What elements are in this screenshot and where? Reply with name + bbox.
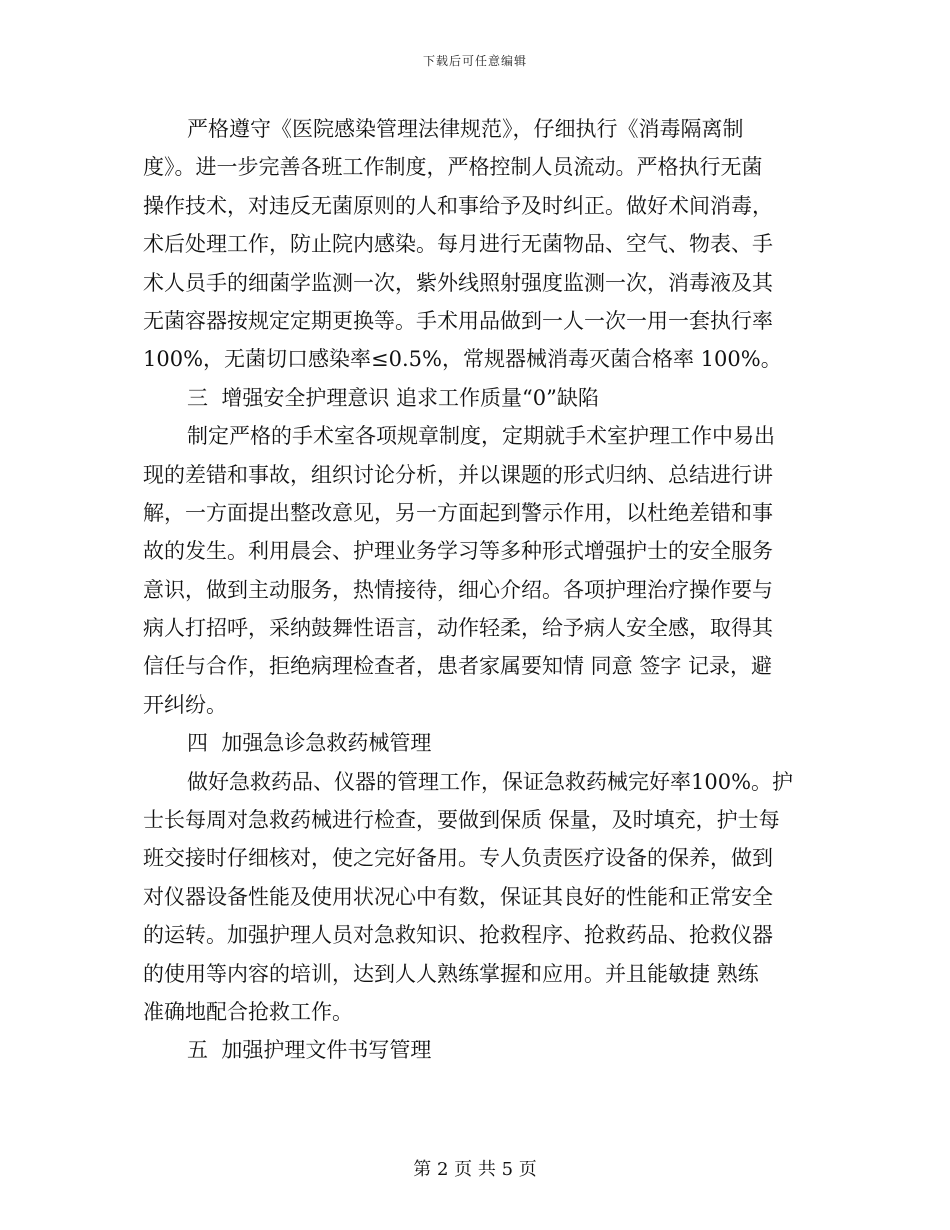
paragraph-line: 制定严格的手术室各项规章制度，定期就手术室护理工作中易出	[187, 424, 775, 449]
page-number: 第 2 页 共 5 页	[413, 1159, 537, 1180]
paragraph-line: 100%，无菌切口感染率≤0.5%，常规器械消毒灭菌合格率 100%。	[143, 347, 782, 372]
paragraph-line: 意识，做到主动服务，热情接待，细心介绍。各项护理治疗操作要与	[143, 577, 773, 602]
paragraph-line: 故的发生。利用晨会、护理业务学习等多种形式增强护士的安全服务	[143, 539, 773, 564]
paragraph-line: 度》。进一步完善各班工作制度，严格控制人员流动。严格执行无菌	[143, 155, 763, 180]
paragraph-line: 的使用等内容的培训，达到人人熟练掌握和应用。并且能敏捷 熟练	[143, 961, 759, 986]
paragraph-line: 术后处理工作，防止院内感染。每月进行无菌物品、空气、物表、手	[143, 232, 773, 257]
paragraph-line: 信任与合作，拒绝病理检查者，患者家属要知情 同意 签字 记录，避	[143, 654, 773, 679]
paragraph-line: 现的差错和事故，组织讨论分析，并以课题的形式归纳、总结进行讲	[143, 462, 773, 487]
document-body	[143, 110, 808, 1070]
paragraph-line: 的运转。加强护理人员对急救知识、抢救程序、抢救药品、抢救仪器	[143, 923, 773, 948]
paragraph-line: 病人打招呼，采纳鼓舞性语言，动作轻柔，给予病人安全感，取得其	[143, 616, 773, 641]
paragraph-line: 严格遵守《医院感染管理法律规范》，仔细执行《消毒隔离制	[187, 117, 744, 141]
paragraph-line: 开纠纷。	[143, 692, 227, 717]
paragraph-line: 解，一方面提出整改意见，另一方面起到警示作用，以杜绝差错和事	[143, 500, 773, 525]
paragraph-line: 准确地配合抢救工作。	[143, 999, 353, 1024]
section-heading: 三 增强安全护理意识 追求工作质量“0”缺陷	[187, 385, 599, 410]
section-heading: 五 加强护理文件书写管理	[187, 1038, 432, 1063]
paragraph-line: 士长每周对急救药械进行检查，要做到保质 保量，及时填充，护士每	[143, 808, 780, 833]
paragraph-line: 班交接时仔细核对，使之完好备用。专人负责医疗设备的保养，做到	[143, 846, 773, 871]
section-heading: 四 加强急诊急救药械管理	[187, 731, 432, 756]
paragraph-line: 操作技术，对违反无菌原则的人和事给予及时纠正。做好术间消毒，	[143, 193, 773, 218]
page-header: 下载后可任意编辑	[422, 54, 527, 68]
paragraph-line: 对仪器设备性能及使用状况心中有数，保证其良好的性能和正常安全	[143, 884, 773, 909]
paragraph-line: 术人员手的细菌学监测一次，紫外线照射强度监测一次，消毒液及其	[143, 270, 773, 295]
paragraph-line: 无菌容器按规定定期更换等。手术用品做到一人一次一用一套执行率	[143, 308, 773, 333]
paragraph-line: 做好急救药品、仪器的管理工作，保证急救药械完好率100%。护	[187, 769, 794, 794]
